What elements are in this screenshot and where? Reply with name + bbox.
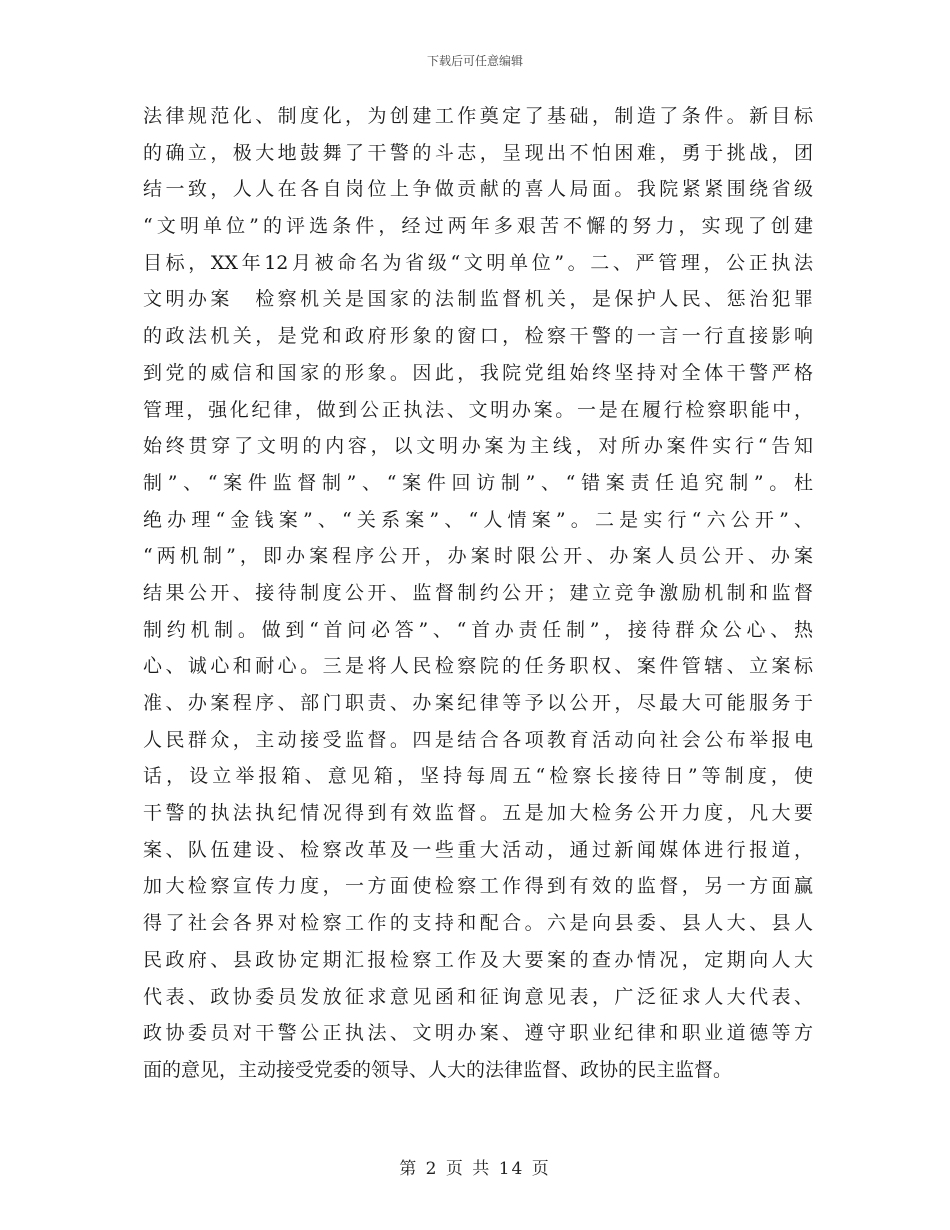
text-line: “两机制”，即办案程序公开，办案时限公开、办案人员公开、办案	[143, 545, 813, 568]
text-line: 案、队伍建设、检察改革及一些重大活动，通过新闻媒体进行报道，	[143, 838, 813, 861]
text-line: 加大检察宣传力度，一方面使检察工作得到有效的监督，另一方面赢	[143, 875, 813, 898]
text-line: 准、办案程序、部门职责、办案纪律等予以公开，尽最大可能服务于	[143, 692, 813, 714]
page-header: 下载后可任意编辑	[426, 54, 523, 68]
text-line: 代表、政协委员发放征求意见函和征询意见表，广泛征求人大代表、	[143, 985, 813, 1008]
text-line: 法律规范化、制度化，为创建工作奠定了基础，制造了条件。新目标	[143, 105, 813, 127]
body-text	[143, 98, 813, 1089]
text-line: 文明办案 检察机关是国家的法制监督机关，是保护人民、惩治犯罪	[143, 288, 813, 311]
text-line: 目标，XX年12月被命名为省级“文明单位”。二、严管理，公正执法	[143, 251, 813, 274]
text-line: 绝办理“金钱案”、“关系案”、“人情案”。二是实行“六公开”、	[143, 508, 813, 531]
text-line: 得了社会各界对检察工作的支持和配合。六是向县委、县人大、县人	[143, 912, 813, 935]
text-line: 制约机制。做到“首问必答”、“首办责任制”，接待群众公心、热	[143, 618, 813, 641]
text-line: 到党的威信和国家的形象。因此，我院党组始终坚持对全体干警严格	[143, 361, 813, 384]
text-line: 人民群众，主动接受监督。四是结合各项教育活动向社会公布举报电	[143, 728, 813, 751]
text-line: 民政府、县政协定期汇报检察工作及大要案的查办情况，定期向人大	[143, 948, 813, 971]
text-line: 结果公开、接待制度公开、监督制约公开；建立竞争激励机制和监督	[143, 581, 813, 604]
text-line: 心、诚心和耐心。三是将人民检察院的任务职权、案件管辖、立案标	[143, 655, 813, 678]
text-line: 的政法机关，是党和政府形象的窗口，检察干警的一言一行直接影响	[143, 325, 813, 348]
text-line: 面的意见，主动接受党委的领导、人大的法律监督、政协的民主监督。	[143, 1058, 733, 1081]
text-line: 政协委员对干警公正执法、文明办案、遵守职业纪律和职业道德等方	[143, 1022, 813, 1045]
text-line: 管理，强化纪律，做到公正执法、文明办案。一是在履行检察职能中，	[143, 398, 813, 421]
page-footer: 第 2 页 共 14 页	[399, 1159, 551, 1179]
text-line: 干警的执法执纪情况得到有效监督。五是加大检务公开力度，凡大要	[143, 802, 813, 825]
text-line: 话，设立举报箱、意见箱，坚持每周五“检察长接待日”等制度，使	[143, 765, 813, 788]
text-line: 制”、“案件监督制”、“案件回访制”、“错案责任追究制”。杜	[143, 471, 813, 494]
text-line: 的确立，极大地鼓舞了干警的斗志，呈现出不怕困难，勇于挑战，团	[143, 141, 813, 164]
text-line: “文明单位”的评选条件，经过两年多艰苦不懈的努力，实现了创建	[143, 215, 813, 238]
text-line: 结一致，人人在各自岗位上争做贡献的喜人局面。我院紧紧围绕省级	[143, 178, 813, 201]
text-line: 始终贯穿了文明的内容，以文明办案为主线，对所办案件实行“告知	[143, 435, 813, 458]
